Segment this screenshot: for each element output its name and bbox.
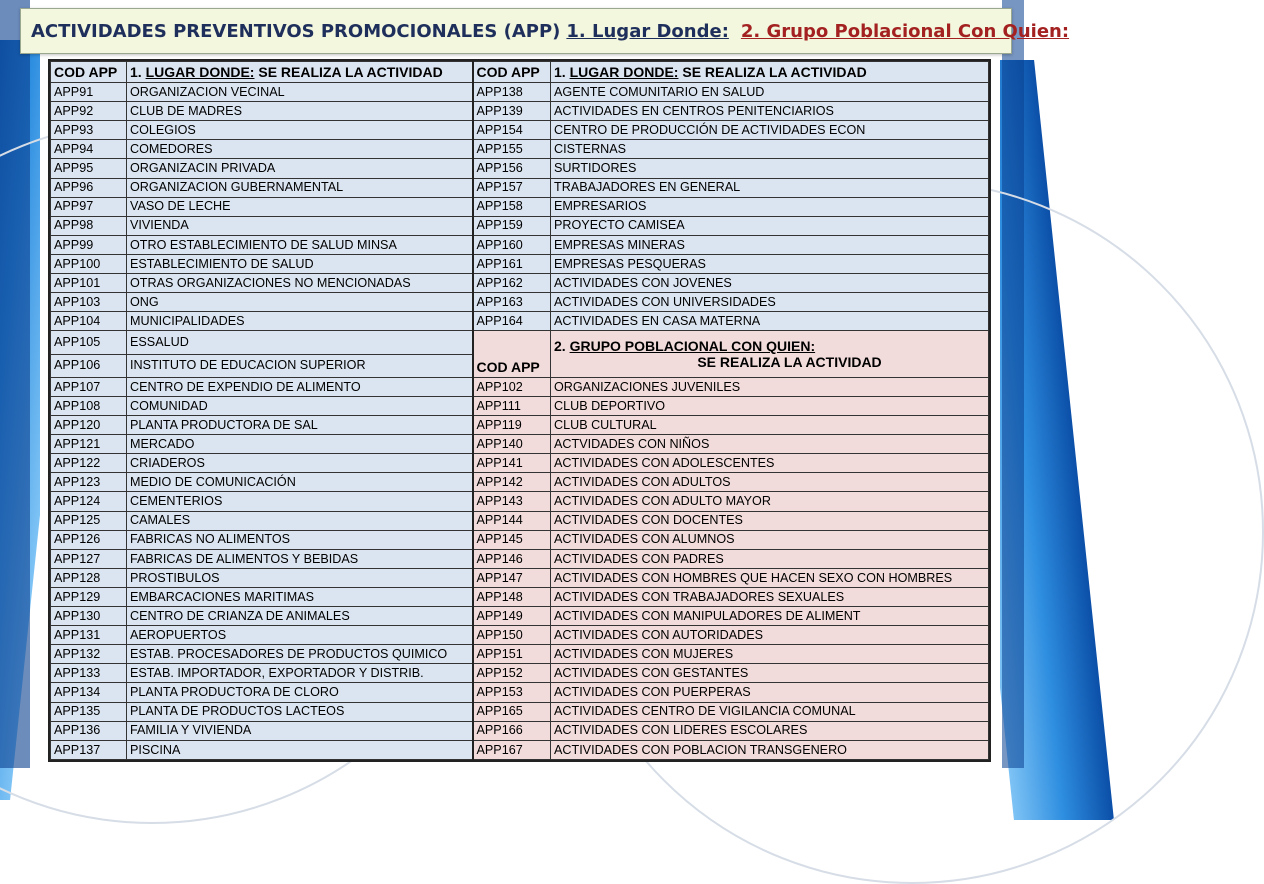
description-cell: INSTITUTO DE EDUCACION SUPERIOR bbox=[127, 354, 473, 377]
code-cell: APP104 bbox=[51, 312, 127, 331]
code-cell: APP120 bbox=[51, 416, 127, 435]
code-cell: APP105 bbox=[51, 331, 127, 354]
code-cell: APP101 bbox=[51, 274, 127, 293]
description-cell: AEROPUERTOS bbox=[127, 626, 473, 645]
app-codes-table bbox=[48, 59, 991, 762]
code-cell: APP143 bbox=[473, 492, 551, 511]
table-row bbox=[51, 607, 989, 626]
code-cell: APP162 bbox=[473, 274, 551, 293]
description-cell: CLUB DE MADRES bbox=[127, 102, 473, 121]
description-cell: MERCADO bbox=[127, 435, 473, 454]
table-row bbox=[51, 549, 989, 568]
code-cell: APP135 bbox=[51, 702, 127, 721]
description-cell: ORGANIZACIONES JUVENILES bbox=[551, 377, 989, 396]
code-cell: APP146 bbox=[473, 549, 551, 568]
code-cell: APP142 bbox=[473, 473, 551, 492]
description-cell: ACTIVIDADES CON HOMBRES QUE HACEN SEXO CON HOMBRES bbox=[551, 568, 989, 587]
description-cell: ONG bbox=[127, 293, 473, 312]
table-row bbox=[51, 626, 989, 645]
description-cell: ACTIVIDADES CON ADOLESCENTES bbox=[551, 454, 989, 473]
code-cell: APP136 bbox=[51, 721, 127, 740]
code-cell: APP97 bbox=[51, 197, 127, 216]
description-cell: ACTIVIDADES CON JOVENES bbox=[551, 274, 989, 293]
code-cell: APP134 bbox=[51, 683, 127, 702]
code-cell: APP102 bbox=[473, 377, 551, 396]
description-cell: ORGANIZACION VECINAL bbox=[127, 83, 473, 102]
header-underlined: GRUPO POBLACIONAL CON QUIEN: bbox=[569, 338, 816, 354]
code-cell: APP133 bbox=[51, 664, 127, 683]
description-cell: ACTIVIDADES EN CASA MATERNA bbox=[551, 312, 989, 331]
description-cell: EMPRESAS PESQUERAS bbox=[551, 254, 989, 273]
description-cell: CENTRO DE EXPENDIO DE ALIMENTO bbox=[127, 377, 473, 396]
code-cell: APP106 bbox=[51, 354, 127, 377]
code-cell: APP145 bbox=[473, 530, 551, 549]
table-row bbox=[51, 492, 989, 511]
table-row bbox=[51, 702, 989, 721]
header-suffix: SE REALIZA LA ACTIVIDAD bbox=[678, 64, 867, 81]
description-cell: CENTRO DE CRIANZA DE ANIMALES bbox=[127, 607, 473, 626]
table-row bbox=[51, 377, 989, 396]
code-cell: APP129 bbox=[51, 587, 127, 606]
table-row bbox=[51, 740, 989, 759]
title-part-grupo: 2. Grupo Poblacional Con Quien: bbox=[740, 20, 1070, 42]
code-cell: APP139 bbox=[473, 102, 551, 121]
table-row bbox=[51, 178, 989, 197]
header-prefix: 1. bbox=[130, 64, 146, 81]
description-cell: ACTIVIDADES CON GESTANTES bbox=[551, 664, 989, 683]
code-cell: APP144 bbox=[473, 511, 551, 530]
table-row bbox=[51, 140, 989, 159]
table-row bbox=[51, 312, 989, 331]
title-main: ACTIVIDADES PREVENTIVOS PROMOCIONALES (APP) bbox=[31, 20, 561, 42]
description-cell: PLANTA PRODUCTORA DE SAL bbox=[127, 416, 473, 435]
code-cell: APP126 bbox=[51, 530, 127, 549]
description-cell: CLUB CULTURAL bbox=[551, 416, 989, 435]
table-row bbox=[51, 197, 989, 216]
description-cell: ACTIVIDADES CON POBLACION TRANSGENERO bbox=[551, 740, 989, 759]
header-prefix: 2. bbox=[554, 338, 570, 354]
table-row bbox=[51, 416, 989, 435]
description-cell: ACTIVIDADES EN CENTROS PENITENCIARIOS bbox=[551, 102, 989, 121]
slide-title bbox=[20, 8, 1070, 54]
table-row bbox=[51, 254, 989, 273]
header-underlined: LUGAR DONDE: bbox=[569, 64, 679, 81]
code-cell: APP155 bbox=[473, 140, 551, 159]
description-cell: PLANTA PRODUCTORA DE CLORO bbox=[127, 683, 473, 702]
table-row bbox=[51, 511, 989, 530]
description-cell: PLANTA DE PRODUCTOS LACTEOS bbox=[127, 702, 473, 721]
header-cod-right: COD APP bbox=[473, 62, 551, 83]
description-cell: CAMALES bbox=[127, 511, 473, 530]
code-cell: APP138 bbox=[473, 83, 551, 102]
description-cell: ESSALUD bbox=[127, 331, 473, 354]
code-cell: APP151 bbox=[473, 645, 551, 664]
code-cell: APP103 bbox=[51, 293, 127, 312]
code-cell: APP91 bbox=[51, 83, 127, 102]
title-part-lugar: 1. Lugar Donde: bbox=[566, 20, 729, 42]
table-row bbox=[51, 664, 989, 683]
description-cell: COMUNIDAD bbox=[127, 397, 473, 416]
header-row bbox=[51, 62, 989, 83]
table-row bbox=[51, 454, 989, 473]
description-cell: ACTIVIDADES CON LIDERES ESCOLARES bbox=[551, 721, 989, 740]
description-cell: ESTAB. PROCESADORES DE PRODUCTOS QUIMICO bbox=[127, 645, 473, 664]
header-cod-grupo: COD APP bbox=[473, 331, 551, 378]
code-cell: APP130 bbox=[51, 607, 127, 626]
code-cell: APP131 bbox=[51, 626, 127, 645]
code-cell: APP125 bbox=[51, 511, 127, 530]
code-cell: APP100 bbox=[51, 254, 127, 273]
description-cell: CISTERNAS bbox=[551, 140, 989, 159]
header-grupo-line2: SE REALIZA LA ACTIVIDAD bbox=[697, 354, 882, 371]
description-cell: CEMENTERIOS bbox=[127, 492, 473, 511]
code-cell: APP122 bbox=[51, 454, 127, 473]
description-cell: OTRO ESTABLECIMIENTO DE SALUD MINSA bbox=[127, 235, 473, 254]
code-cell: APP163 bbox=[473, 293, 551, 312]
description-cell: ACTIVIDADES CON ALUMNOS bbox=[551, 530, 989, 549]
description-cell: ACTIVIDADES CON MANIPULADORES DE ALIMENT bbox=[551, 607, 989, 626]
table-row bbox=[51, 102, 989, 121]
table-row bbox=[51, 435, 989, 454]
description-cell: ACTIVIDADES CON UNIVERSIDADES bbox=[551, 293, 989, 312]
table-row bbox=[51, 159, 989, 178]
header-lugar-left bbox=[127, 62, 473, 83]
description-cell: EMBARCACIONES MARITIMAS bbox=[127, 587, 473, 606]
description-cell: COMEDORES bbox=[127, 140, 473, 159]
table-row bbox=[51, 568, 989, 587]
header-prefix: 1. bbox=[554, 64, 570, 81]
description-cell: FABRICAS NO ALIMENTOS bbox=[127, 530, 473, 549]
table-row bbox=[51, 645, 989, 664]
code-cell: APP159 bbox=[473, 216, 551, 235]
code-cell: APP153 bbox=[473, 683, 551, 702]
table-row bbox=[51, 121, 989, 140]
code-cell: APP147 bbox=[473, 568, 551, 587]
description-cell: PROSTIBULOS bbox=[127, 568, 473, 587]
code-cell: APP99 bbox=[51, 235, 127, 254]
code-cell: APP164 bbox=[473, 312, 551, 331]
description-cell: ACTIVIDADES CON DOCENTES bbox=[551, 511, 989, 530]
code-cell: APP166 bbox=[473, 721, 551, 740]
code-cell: APP107 bbox=[51, 377, 127, 396]
table-row bbox=[51, 587, 989, 606]
description-cell: AGENTE COMUNITARIO EN SALUD bbox=[551, 83, 989, 102]
description-cell: EMPRESARIOS bbox=[551, 197, 989, 216]
description-cell: VASO DE LECHE bbox=[127, 197, 473, 216]
table-row bbox=[51, 235, 989, 254]
code-cell: APP165 bbox=[473, 702, 551, 721]
description-cell: VIVIENDA bbox=[127, 216, 473, 235]
code-cell: APP149 bbox=[473, 607, 551, 626]
table-row bbox=[51, 397, 989, 416]
table-row bbox=[51, 83, 989, 102]
code-cell: APP132 bbox=[51, 645, 127, 664]
description-cell: ACTIVIDADES CON ADULTO MAYOR bbox=[551, 492, 989, 511]
code-cell: APP161 bbox=[473, 254, 551, 273]
code-cell: APP150 bbox=[473, 626, 551, 645]
code-cell: APP158 bbox=[473, 197, 551, 216]
description-cell: ACTIVIDADES CON PADRES bbox=[551, 549, 989, 568]
description-cell: CRIADEROS bbox=[127, 454, 473, 473]
code-cell: APP167 bbox=[473, 740, 551, 759]
description-cell: ORGANIZACIN PRIVADA bbox=[127, 159, 473, 178]
description-cell: ORGANIZACION GUBERNAMENTAL bbox=[127, 178, 473, 197]
description-cell: FAMILIA Y VIVIENDA bbox=[127, 721, 473, 740]
code-cell: APP156 bbox=[473, 159, 551, 178]
table-row bbox=[51, 473, 989, 492]
code-cell: APP93 bbox=[51, 121, 127, 140]
code-cell: APP127 bbox=[51, 549, 127, 568]
description-cell: CENTRO DE PRODUCCIÓN DE ACTIVIDADES ECON bbox=[551, 121, 989, 140]
description-cell: FABRICAS DE ALIMENTOS Y BEBIDAS bbox=[127, 549, 473, 568]
description-cell: ESTABLECIMIENTO DE SALUD bbox=[127, 254, 473, 273]
code-cell: APP148 bbox=[473, 587, 551, 606]
code-cell: APP157 bbox=[473, 178, 551, 197]
code-cell: APP95 bbox=[51, 159, 127, 178]
description-cell: PROYECTO CAMISEA bbox=[551, 216, 989, 235]
description-cell: ACTIVIDADES CON PUERPERAS bbox=[551, 683, 989, 702]
description-cell: TRABAJADORES EN GENERAL bbox=[551, 178, 989, 197]
code-cell: APP128 bbox=[51, 568, 127, 587]
header-grupo bbox=[551, 331, 989, 378]
code-cell: APP108 bbox=[51, 397, 127, 416]
table-row bbox=[51, 274, 989, 293]
code-cell: APP137 bbox=[51, 740, 127, 759]
description-cell: ACTIVIDADES CON MUJERES bbox=[551, 645, 989, 664]
table-row bbox=[51, 683, 989, 702]
header-underlined: LUGAR DONDE: bbox=[145, 64, 255, 81]
code-cell: APP124 bbox=[51, 492, 127, 511]
code-cell: APP154 bbox=[473, 121, 551, 140]
table-row bbox=[51, 216, 989, 235]
description-cell: ACTVIDADES CON NIÑOS bbox=[551, 435, 989, 454]
description-cell: ACTIVIDADES CON ADULTOS bbox=[551, 473, 989, 492]
code-cell: APP160 bbox=[473, 235, 551, 254]
header-cod-left: COD APP bbox=[51, 62, 127, 83]
header-suffix: SE REALIZA LA ACTIVIDAD bbox=[254, 64, 443, 81]
description-cell: ACTIVIDADES CON TRABAJADORES SEXUALES bbox=[551, 587, 989, 606]
description-cell: MEDIO DE COMUNICACIÓN bbox=[127, 473, 473, 492]
code-cell: APP94 bbox=[51, 140, 127, 159]
description-cell: PISCINA bbox=[127, 740, 473, 759]
table-row bbox=[51, 530, 989, 549]
table-row bbox=[51, 331, 989, 354]
code-cell: APP123 bbox=[51, 473, 127, 492]
description-cell: CLUB DEPORTIVO bbox=[551, 397, 989, 416]
code-cell: APP92 bbox=[51, 102, 127, 121]
code-cell: APP121 bbox=[51, 435, 127, 454]
header-lugar-right bbox=[551, 62, 989, 83]
code-cell: APP152 bbox=[473, 664, 551, 683]
description-cell: ACTIVIDADES CON AUTORIDADES bbox=[551, 626, 989, 645]
code-cell: APP141 bbox=[473, 454, 551, 473]
codes-table bbox=[50, 61, 989, 760]
code-cell: APP111 bbox=[473, 397, 551, 416]
code-cell: APP98 bbox=[51, 216, 127, 235]
description-cell: COLEGIOS bbox=[127, 121, 473, 140]
table-row bbox=[51, 721, 989, 740]
code-cell: APP96 bbox=[51, 178, 127, 197]
description-cell: SURTIDORES bbox=[551, 159, 989, 178]
code-cell: APP119 bbox=[473, 416, 551, 435]
description-cell: ACTIVIDADES CENTRO DE VIGILANCIA COMUNAL bbox=[551, 702, 989, 721]
code-cell: APP140 bbox=[473, 435, 551, 454]
description-cell: OTRAS ORGANIZACIONES NO MENCIONADAS bbox=[127, 274, 473, 293]
description-cell: ESTAB. IMPORTADOR, EXPORTADOR Y DISTRIB. bbox=[127, 664, 473, 683]
header-grupo-line1 bbox=[554, 338, 815, 354]
description-cell: MUNICIPALIDADES bbox=[127, 312, 473, 331]
description-cell: EMPRESAS MINERAS bbox=[551, 235, 989, 254]
table-row bbox=[51, 293, 989, 312]
